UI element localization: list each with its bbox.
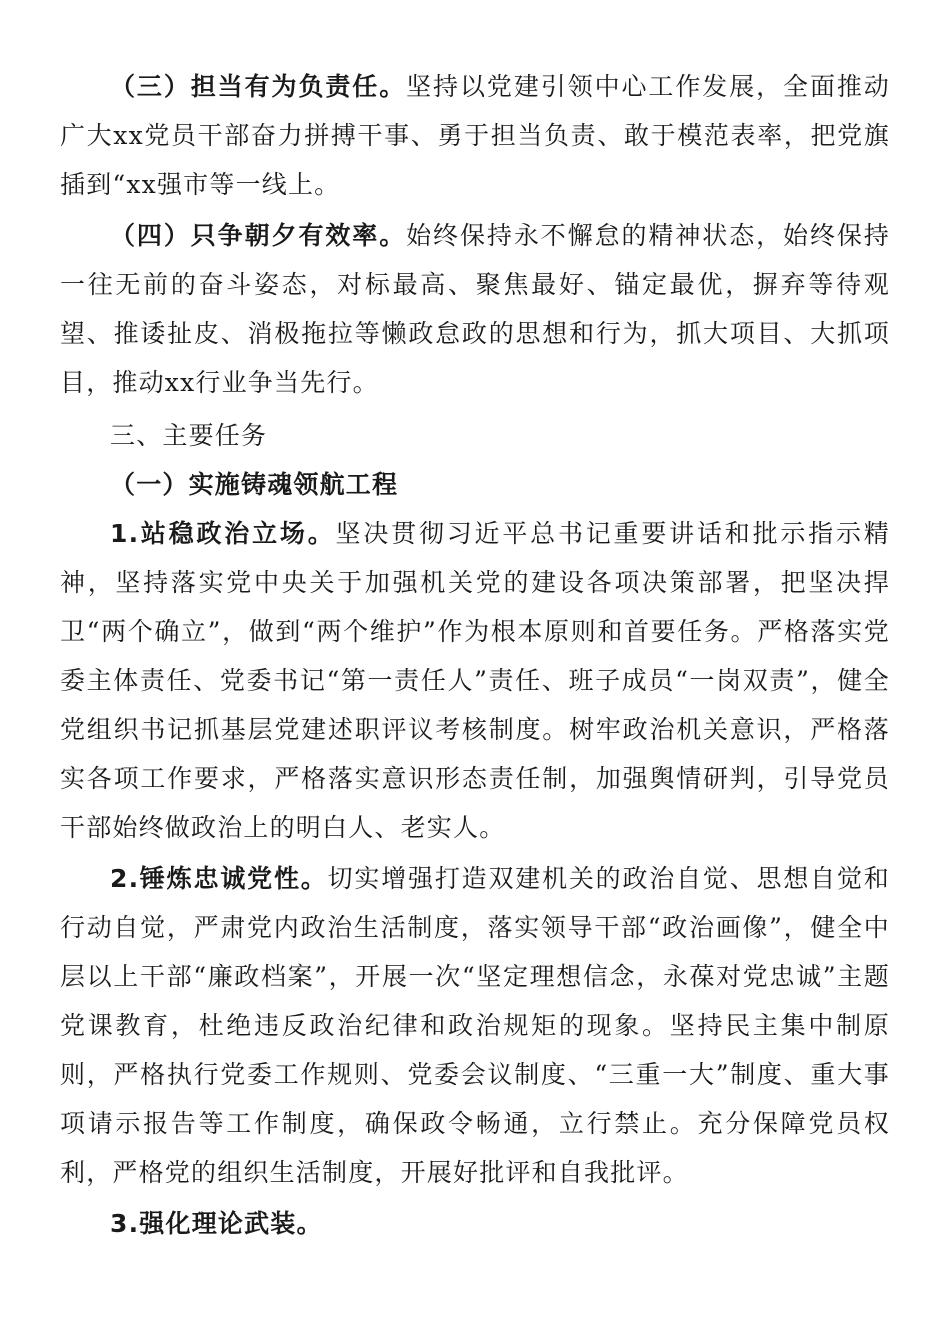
item-body: 坚决贯彻习近平总书记重要讲话和批示指示精神，坚持落实党中央关于加强机关党的建设各项决策部署，把坚决捍卫“两个确立”，做到“两个维护”作为根本原则和首要任务。严格落实党委主体责任、党委书记“第一责任人”责任、班子成员“一岗双责”，健全党组织书记抓基层党建述职评议考核制度。树牢政治机关意识，严格落实各项工作要求，严格落实意识形态责任制，加强舆情研判，引导党员干部始终做政治上的明白人、老实人。 <box>60 519 890 842</box>
paragraph-lead: （四）只争朝夕有效率。 <box>110 221 407 250</box>
item-loyalty <box>60 854 890 1197</box>
item-lead: 3.强化理论武装。 <box>110 1209 323 1238</box>
subsection-heading: （一）实施铸魂领航工程 <box>110 470 399 499</box>
section-heading: 三、主要任务 <box>110 421 268 450</box>
document-page <box>60 62 890 1248</box>
item-body: 切实增强打造双建机关的政治自觉、思想自觉和行动自觉，严肃党内政治生活制度，落实领导干部“政治画像”，健全中层以上干部“廉政档案”，开展一次“坚定理想信念，永葆对党忠诚”主题党课教育，杜绝违反政治纪律和政治规矩的现象。坚持民主集中制原则，严格执行党委工作规则、党委会议制度、“三重一大”制度、重大事项请示报告等工作制度，确保政令畅通，立行禁止。充分保障党员权利，严格党的组织生活制度，开展好批评和自我批评。 <box>60 864 890 1187</box>
paragraph-body: 始终保持永不懈怠的精神状态，始终保持一往无前的奋斗姿态，对标最高、聚焦最好、锚定最优，摒弃等待观望、推诿扯皮、消极拖拉等懒政怠政的思想和行为，抓大项目、大抓项目，推动xx行业争当先行。 <box>60 221 890 397</box>
paragraph-body: 坚持以党建引领中心工作发展，全面推动广大xx党员干部奋力拼搏干事、勇于担当负责、敢于模范表率，把党旗插到“xx强市等一线上。 <box>60 72 890 199</box>
item-political-stance <box>60 509 890 852</box>
item-lead: 1.站稳政治立场。 <box>110 519 336 548</box>
paragraph-responsibility <box>60 62 890 209</box>
paragraph-efficiency <box>60 211 890 407</box>
item-lead: 2.锤炼忠诚党性。 <box>110 864 328 893</box>
item-theory <box>60 1199 890 1248</box>
paragraph-lead: （三）担当有为负责任。 <box>110 72 407 101</box>
